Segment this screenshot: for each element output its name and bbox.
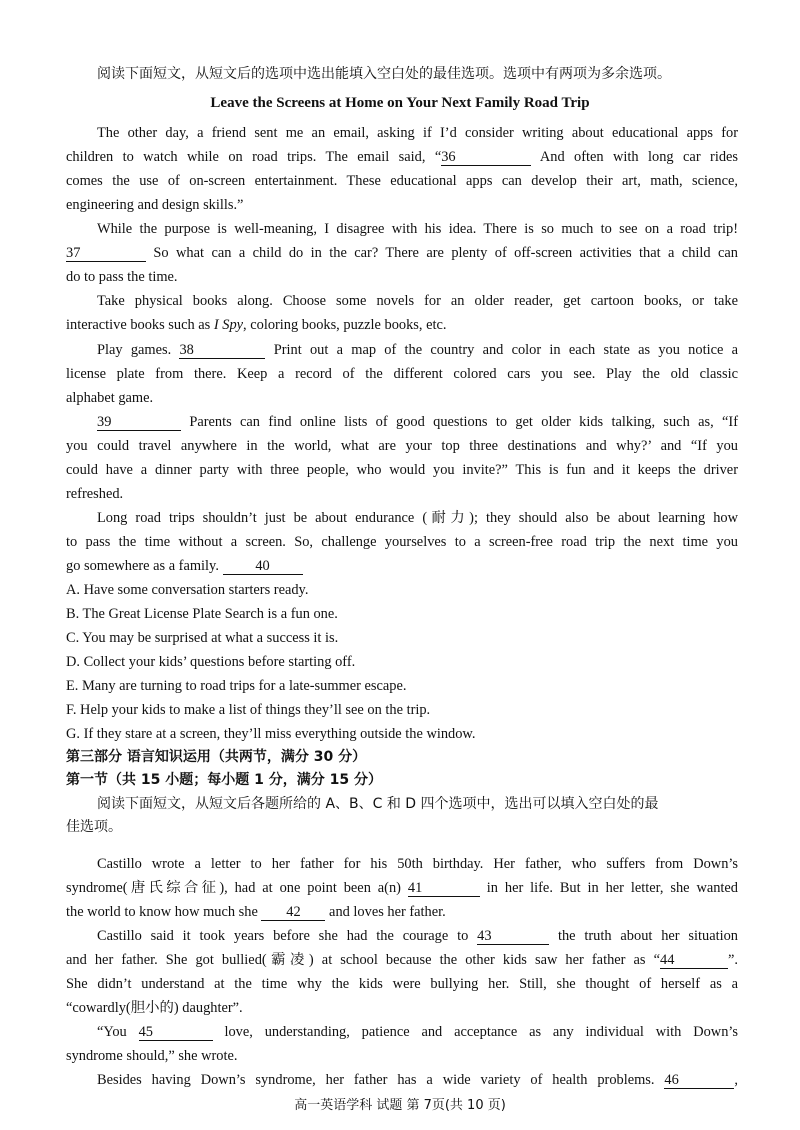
text: Print out a map of the country and color in each state as you notice a bbox=[265, 342, 738, 358]
blank-37[interactable]: 37 bbox=[66, 245, 146, 262]
text: the world to know how much she bbox=[66, 904, 262, 920]
p5-line-2: you could travel anywhere in the world, what are your top three destinations and why?’ and “If you bbox=[66, 438, 738, 454]
blank-43[interactable]: 43 bbox=[477, 928, 549, 945]
c2-line-3: She didn’t understand at the time why the kids were bullying her. Still, she thought of herself as a bbox=[66, 976, 738, 992]
p5-line-3: could have a dinner party with three people, who would you invite?” This is fun and it keeps the driver bbox=[66, 462, 738, 478]
section1-heading: 第一节（共 15 小题；每小题 1 分，满分 15 分） bbox=[66, 772, 382, 788]
p6-line-3 bbox=[66, 556, 738, 576]
text: Castillo said it took years before she had the courage to bbox=[97, 928, 478, 944]
text: and loves her father. bbox=[325, 904, 446, 920]
blank-40[interactable]: 40 bbox=[223, 558, 303, 575]
part3-heading: 第三部分 语言知识运用（共两节，满分 30 分） bbox=[66, 749, 367, 765]
p2-line-1: While the purpose is well-meaning, I disagree with his idea. There is so much to see on a road trip! bbox=[97, 221, 738, 237]
option-c: C. You may be surprised at what a success it is. bbox=[66, 630, 339, 646]
reading-instruction: 阅读下面短文，从短文后的选项中选出能填入空白处的最佳选项。选项中有两项为多余选项。 bbox=[97, 66, 671, 82]
text: and her father. She got bullied(霸凌) at school because the other kids saw her father as “ bbox=[66, 952, 660, 968]
blank-46[interactable]: 46 bbox=[664, 1072, 734, 1089]
text: , bbox=[734, 1072, 738, 1088]
blank-36[interactable]: 36 bbox=[441, 149, 531, 166]
p1-line-3: comes the use of on-screen entertainment. These educational apps can develop their art, math, science, bbox=[66, 173, 738, 189]
option-d: D. Collect your kids’ questions before starting off. bbox=[66, 654, 356, 670]
c1-line-2 bbox=[66, 878, 738, 898]
text: go somewhere as a family. bbox=[66, 558, 223, 574]
c2-line-2 bbox=[66, 950, 738, 970]
c3-line-2: syndrome should,” she wrote. bbox=[66, 1048, 238, 1064]
text: interactive books such as bbox=[66, 317, 214, 333]
p5-line-4: refreshed. bbox=[66, 486, 124, 502]
option-e: E. Many are turning to road trips for a late-summer escape. bbox=[66, 678, 407, 694]
p4-line-2: license plate from there. Keep a record of the different colored cars you see. Play the old classic bbox=[66, 366, 738, 382]
option-g: G. If they stare at a screen, they’ll miss everything outside the window. bbox=[66, 726, 476, 742]
c3-line-1 bbox=[97, 1022, 738, 1042]
p1-line-4: engineering and design skills.” bbox=[66, 197, 244, 213]
p6-line-2: to pass the time without a screen. So, challenge yourselves to a screen-free road trip the next time you bbox=[66, 534, 738, 550]
text: So what can a child do in the car? There are plenty of off-screen activities that a child can bbox=[146, 245, 738, 261]
text: , coloring books, puzzle books, etc. bbox=[243, 317, 447, 333]
text: love, understanding, patience and acceptance as any individual with Down’s bbox=[212, 1024, 738, 1040]
page-footer: 高一英语学科 试题 第 7页(共 10 页) bbox=[294, 1098, 506, 1113]
text: in her life. But in her letter, she wanted bbox=[479, 880, 738, 896]
text: Play games. bbox=[97, 342, 180, 358]
p2-line-2 bbox=[66, 243, 738, 263]
p5-line-1 bbox=[97, 412, 738, 432]
section1-instruction-1: 阅读下面短文，从短文后各题所给的 A、B、C 和 D 四个选项中，选出可以填入空白处的最 bbox=[97, 796, 659, 812]
c2-line-1 bbox=[97, 926, 738, 946]
text: children to watch while on road trips. The email said, “ bbox=[66, 149, 442, 165]
text: Besides having Down’s syndrome, her father has a wide variety of health problems. bbox=[97, 1072, 665, 1088]
blank-39[interactable]: 39 bbox=[97, 414, 181, 431]
c1-line-1: Castillo wrote a letter to her father for his 50th birthday. Her father, who suffers from Down’s bbox=[97, 856, 738, 872]
section1-instruction-2: 佳选项。 bbox=[66, 819, 122, 835]
blank-41[interactable]: 41 bbox=[408, 880, 480, 897]
blank-45[interactable]: 45 bbox=[139, 1024, 213, 1041]
book-title: I Spy bbox=[213, 317, 244, 333]
option-f: F. Help your kids to make a list of things they’ll see on the trip. bbox=[66, 702, 431, 718]
passage-title: Leave the Screens at Home on Your Next Family Road Trip bbox=[210, 95, 590, 111]
p4-line-1 bbox=[97, 340, 738, 360]
text: Parents can find online lists of good questions to get older kids talking, such as, “If bbox=[181, 414, 738, 430]
text: “You bbox=[97, 1024, 139, 1040]
p1-line-1: The other day, a friend sent me an email, asking if I’d consider writing about educational apps for bbox=[97, 125, 738, 141]
p3-line-1: Take physical books along. Choose some novels for an older reader, get cartoon books, or take bbox=[97, 293, 738, 309]
option-b: B. The Great License Plate Search is a fun one. bbox=[66, 606, 338, 622]
p1-line-2 bbox=[66, 147, 738, 167]
text: syndrome(唐氏综合征), had at one point been a(n) bbox=[66, 880, 408, 896]
blank-42[interactable]: 42 bbox=[261, 904, 325, 921]
text: the truth about her situation bbox=[549, 928, 738, 944]
option-a: A. Have some conversation starters ready. bbox=[66, 582, 309, 598]
text: And often with long car rides bbox=[531, 149, 738, 165]
p4-line-3: alphabet game. bbox=[66, 390, 154, 406]
c2-line-4: “cowardly(胆小的) daughter”. bbox=[66, 1000, 243, 1016]
p6-line-1: Long road trips shouldn’t just be about endurance (耐力); they should also be about learning how bbox=[97, 510, 738, 526]
blank-44[interactable]: 44 bbox=[660, 952, 728, 969]
c4-line-1 bbox=[97, 1070, 738, 1090]
blank-38[interactable]: 38 bbox=[179, 342, 265, 359]
p2-line-3: do to pass the time. bbox=[66, 269, 178, 285]
p3-line-2 bbox=[66, 315, 738, 335]
text: ”. bbox=[728, 952, 738, 968]
c1-line-3 bbox=[66, 902, 738, 922]
